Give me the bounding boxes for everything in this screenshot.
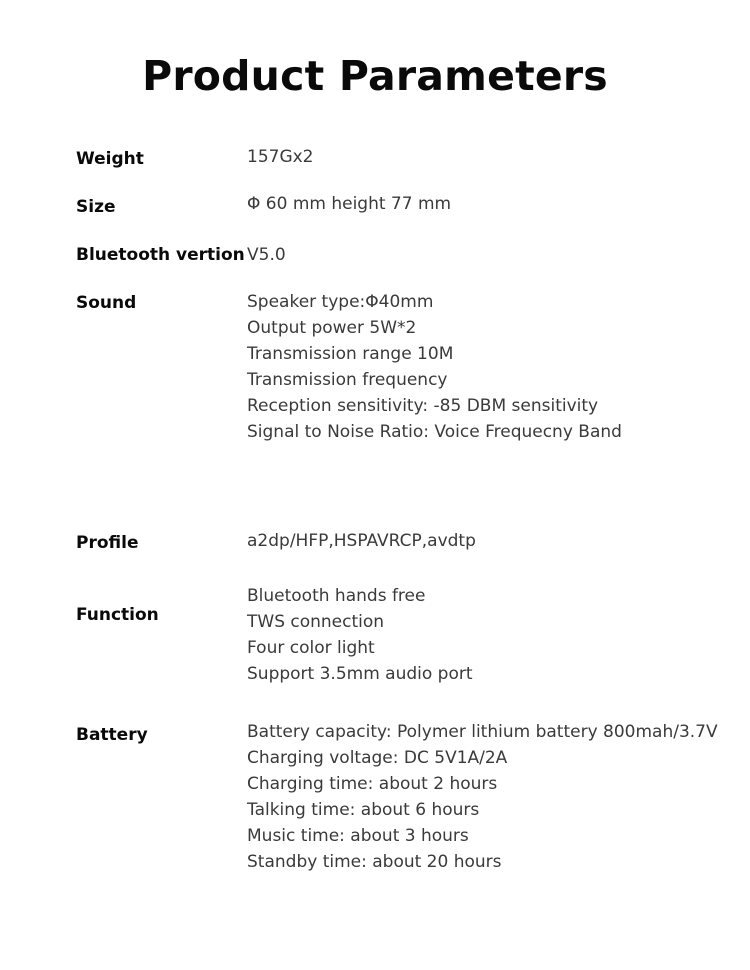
param-label: Bluetooth vertion xyxy=(76,245,245,265)
param-value: Φ 60 mm height 77 mm xyxy=(247,194,452,214)
param-values xyxy=(247,583,473,687)
param-value: Transmission frequency xyxy=(247,370,448,390)
param-value: Standby time: about 20 hours xyxy=(247,852,502,872)
param-value: Speaker type:Φ40mm xyxy=(247,292,434,312)
param-label: Function xyxy=(76,605,159,625)
param-label: Sound xyxy=(76,293,137,313)
param-value: Talking time: about 6 hours xyxy=(247,800,480,820)
param-values xyxy=(247,528,476,554)
param-values xyxy=(247,242,286,268)
param-value: Reception sensitivity: -85 DBM sensitivity xyxy=(247,396,599,416)
param-value: Charging time: about 2 hours xyxy=(247,774,498,794)
param-value: Bluetooth hands free xyxy=(247,586,426,606)
param-values xyxy=(247,191,451,217)
param-value: Support 3.5mm audio port xyxy=(247,664,473,684)
page-title: Product Parameters xyxy=(142,52,608,100)
param-values xyxy=(247,144,314,170)
param-label: Size xyxy=(76,197,116,217)
param-value: Music time: about 3 hours xyxy=(247,826,469,846)
param-value: Charging voltage: DC 5V1A/2A xyxy=(247,748,508,768)
param-value: Signal to Noise Ratio: Voice Frequecny Band xyxy=(247,422,622,442)
param-label: Battery xyxy=(76,725,148,745)
param-value: TWS connection xyxy=(247,612,385,632)
param-values xyxy=(247,719,718,875)
param-value: Battery capacity: Polymer lithium battery 800mah/3.7V xyxy=(247,722,718,742)
param-values xyxy=(247,289,622,445)
param-value: 157Gx2 xyxy=(247,147,314,167)
param-value: a2dp/HFP,HSPAVRCP,avdtp xyxy=(247,531,476,551)
param-value: V5.0 xyxy=(247,245,286,265)
param-label: Weight xyxy=(76,149,144,169)
param-value: Transmission range 10M xyxy=(247,344,454,364)
param-label: Profile xyxy=(76,533,139,553)
param-value: Four color light xyxy=(247,638,375,658)
param-value: Output power 5W*2 xyxy=(247,318,417,338)
